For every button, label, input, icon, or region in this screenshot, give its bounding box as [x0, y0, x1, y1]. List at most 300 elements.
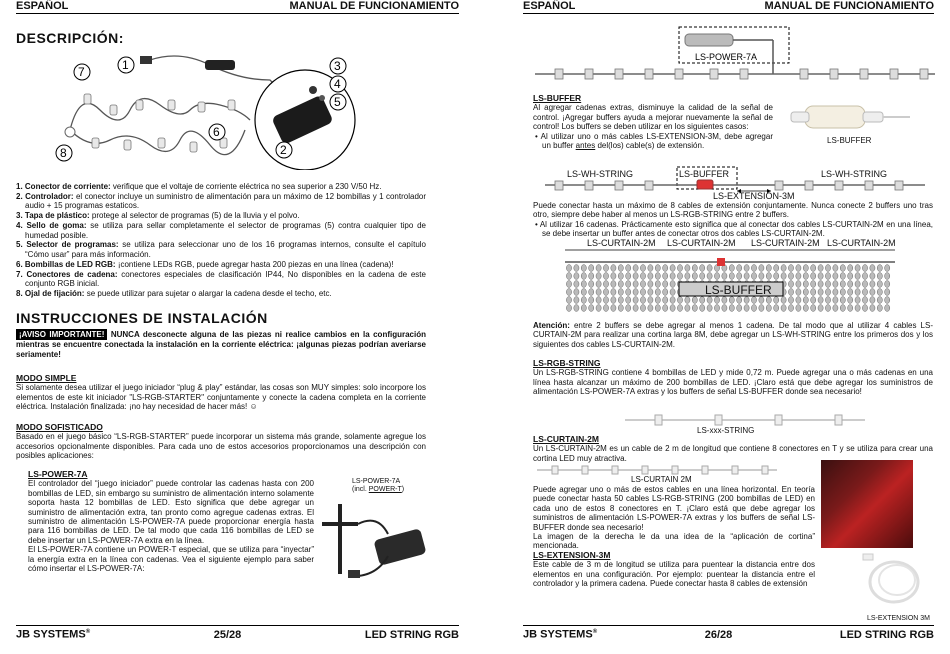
curtain-bulb [603, 273, 608, 280]
buffer-bullet-1: • Al utilizar uno o más cables LS-EXTENSION-3M, debe agregar un buffer antes del(los) cable(s) de extensión. [535, 131, 773, 151]
curtain-bulb [663, 281, 668, 288]
sophisticated-mode-text: Basado en el juego básico “LS-RGB-STARTER” puede incorporar un sistema más grande, solamente agregue los accesorios opcionalmente disponibles. Para cada uno de estos accesorios proporcionamos una descripción con posibles aplicaciones: [16, 432, 426, 461]
curtain-bulb [589, 265, 594, 272]
curtain-bulb [759, 273, 764, 280]
curtain-bulb [574, 297, 579, 304]
curtain-bulb [848, 289, 853, 296]
curtain-label-2: LS-CURTAIN-2M [667, 238, 736, 248]
page-header [16, 0, 459, 14]
header-title: MANUAL DE FUNCIONAMIENTO [289, 0, 459, 12]
curtain-bulb [848, 281, 853, 288]
curtain-bulb [581, 273, 586, 280]
curtain-bulb [855, 281, 860, 288]
curtain-bulb [803, 305, 808, 312]
important-warning [16, 330, 426, 360]
feature-term: Selector de programas: [26, 240, 119, 250]
curtain-title: LS-CURTAIN-2M [533, 434, 599, 444]
curtain-bulb [677, 297, 682, 304]
curtain-bulb [566, 297, 571, 304]
curtain-bulb [833, 281, 838, 288]
curtain-bulb [848, 265, 853, 272]
callout-1: 1 [122, 58, 129, 72]
power-title: LS-POWER-7A [28, 469, 88, 479]
curtain-bulb [825, 297, 830, 304]
page-footer [523, 625, 934, 641]
buffer-row-label-2: LS-BUFFER [679, 169, 730, 179]
curtain-bulb [781, 265, 786, 272]
curtain-bulb [766, 273, 771, 280]
buffer-bullet-1-b: del(los) cable(s) de extensión. [595, 141, 705, 151]
curtain-bulb [811, 273, 816, 280]
curtain-bulb [862, 265, 867, 272]
curtain-bulb [581, 265, 586, 272]
curtain-bulb [663, 289, 668, 296]
curtain-bulb [655, 297, 660, 304]
curtain-bulb [833, 297, 838, 304]
curtain-bulb [655, 265, 660, 272]
curtain-bulb [751, 305, 756, 312]
curtain-bulb [707, 265, 712, 272]
curtain-bulb [833, 265, 838, 272]
simple-mode-text: Si solamente desea utilizar el juego iniciador “plug & play” estándar, las cosas son MUY simples: solo incorpore los elementos de este kit iniciador "LS-RGB-STARTER" conjuntamente y conecte la cadena completa en la corriente eléctrica. Instalación finalizada: ¡no hay necesidad de hacer más! ☺ [16, 383, 426, 412]
curtain-bulb [626, 281, 631, 288]
footer-product: LED STRING RGB [364, 629, 459, 641]
attention-text: entre 2 buffers se debe agregar al menos 1 cadena. De tal modo que al utilizar 4 cables LS-CURTAIN-2M para realizar una cortina larga 8M, debe agregar un LS-WH-STRING entre los primeros dos y los siguientes dos cables LS-CURTAIN-2M. [533, 321, 933, 349]
curtain-buffer-diagram [565, 240, 895, 316]
curtain-bulb [744, 273, 749, 280]
curtain-label-3: LS-CURTAIN-2M [751, 238, 820, 248]
feature-item [16, 270, 426, 289]
description-heading: DESCRIPCIÓN: [16, 30, 124, 46]
curtain-bulb [626, 265, 631, 272]
curtain-bulb [685, 297, 690, 304]
curtain-bulb [855, 289, 860, 296]
curtain-bulb [670, 281, 675, 288]
buffer-bullet-2-text: Al utilizar 16 cadenas. Prácticamente esto significa que al conectar dos cables LS-CURTAIN-2M en una línea, se debe insertar un buffer antes de conectar otros dos cables LS-CURTAIN-2M. [539, 219, 933, 239]
buffer-bullet-1-underline: antes [575, 141, 596, 151]
curtain-section [533, 435, 933, 463]
curtain-bulb [648, 289, 653, 296]
curtain-bulb [862, 297, 867, 304]
curtain-bulb [633, 297, 638, 304]
curtain-bulb [589, 305, 594, 312]
feature-item [16, 260, 426, 269]
curtain-bulb [781, 297, 786, 304]
rgb-string-text: Un LS-RGB-STRING contiene 4 bombillas de LED y mide 0,72 m. Puede agregar una o más cadenas en una línea hasta alcanzar un máximo de 200 bombillas de LED. ¡Claro está que debe agregar los suministros de alimentación LS-POWER-7A extras y los buffers de señal LS-BUFFER donde sea necesario! [533, 368, 933, 397]
curtain-bulb [611, 289, 616, 296]
curtain-bulb [848, 297, 853, 304]
power-text-1: El controlador del “juego iniciador” puede controlar las cadenas hasta con 200 bombillas de LED, sin embargo su suministro de alimentación interno solamente soporta hasta 12 bombillas de LED. Esto significa que debe agregar un suministro de alimentación extra, tan pronto como agregue cadenas extras. El suministro de alimentación LS-POWER-7A puede proporcionar energía hasta para 116 bombillas de LED. De tal modo que cada 116 bombillas de LED se debe insertar un LS-POWER-7A extra en la línea. [28, 479, 314, 545]
curtain-bulb [862, 305, 867, 312]
curtain-bulb [581, 281, 586, 288]
feature-text: ¡contiene LEDs RGB, puede agregar hasta 200 piezas en una línea (cadena)! [115, 259, 394, 269]
feature-text: conectores especiales de clasificación IP44, No disponibles en la cadena de este conjunto RGB inicial. [25, 269, 426, 289]
curtain-bulb [796, 297, 801, 304]
callout-7: 7 [78, 65, 85, 79]
footer-product: LED STRING RGB [839, 629, 934, 641]
curtain-image-label: LS-CURTAIN 2M [631, 475, 692, 484]
curtain-bulb [707, 297, 712, 304]
feature-term: Sello de goma: [26, 221, 87, 231]
curtain-bulb [766, 305, 771, 312]
footer-reg: ® [592, 629, 598, 636]
curtain-bulb [611, 305, 616, 312]
feature-item [16, 240, 426, 259]
power-image-label-2: (incl. [352, 486, 369, 493]
feature-item [16, 182, 426, 191]
curtain-bulb [759, 265, 764, 272]
curtain-bulb [640, 289, 645, 296]
curtain-bulb [566, 265, 571, 272]
curtain-bulb [670, 265, 675, 272]
curtain-text-2 [533, 485, 815, 551]
curtain-bulb [788, 289, 793, 296]
curtain-bulb [811, 297, 816, 304]
curtain-bulb [818, 297, 823, 304]
curtain-bulb [803, 273, 808, 280]
curtain-bulb [796, 265, 801, 272]
curtain-bulb [663, 273, 668, 280]
curtain-bulb [833, 273, 838, 280]
curtain-bulb [589, 289, 594, 296]
curtain-bulb [626, 305, 631, 312]
curtain-bulb [788, 265, 793, 272]
page-footer [16, 625, 459, 641]
curtain-bulb [663, 305, 668, 312]
curtain-bulb [574, 273, 579, 280]
curtain-bulb [877, 281, 882, 288]
footer-reg: ® [85, 629, 91, 636]
curtain-bulb [788, 305, 793, 312]
curtain-bulb [840, 265, 845, 272]
simple-mode-section [16, 374, 426, 412]
curtain-bulb [774, 273, 779, 280]
curtain-bulb [611, 281, 616, 288]
power-supply-image [318, 494, 430, 584]
attention-note [533, 321, 933, 349]
curtain-bulb [818, 281, 823, 288]
warning-text: NUNCA desconecte alguna de las piezas ni realice cambios en la configuración mientras se encuentre conectada la instalación en la corriente eléctrica: ¡algunas piezas podrían averiarse seriamente! [16, 330, 426, 359]
attention-term: Atención: [533, 321, 570, 330]
footer-page-number: 26/28 [704, 629, 733, 641]
power-text-2: El LS-POWER-7A contiene un POWER-T especial, que se utiliza para “inyectar” la energía extra en la línea con cadenas. Vea el siguiente ejemplo para saber cómo insertar el LS-POWER-7A: [28, 545, 314, 574]
feature-number: 3. [16, 211, 23, 221]
feature-text: protege al selector de programas (5) de la lluvia y el polvo. [89, 211, 300, 221]
curtain-bulb [737, 265, 742, 272]
curtain-bulb [825, 265, 830, 272]
curtain-bulb [751, 273, 756, 280]
curtain-bulb [633, 305, 638, 312]
curtain-bulb [692, 273, 697, 280]
feature-number: 7. [16, 269, 23, 279]
power-image-label-3: POWER-T [368, 486, 402, 493]
power-image-label-1: LS-POWER-7A [352, 478, 401, 485]
curtain-bulb [877, 305, 882, 312]
feature-number: 1. [16, 182, 23, 191]
curtain-bulb [640, 281, 645, 288]
curtain-bulb [751, 265, 756, 272]
extension-image-label: LS-EXTENSION 3M [867, 615, 931, 622]
curtain-bulb [685, 305, 690, 312]
header-title: MANUAL DE FUNCIONAMIENTO [764, 0, 934, 12]
curtain-bulb [803, 289, 808, 296]
curtain-bulb [729, 297, 734, 304]
power-injection-diagram [535, 24, 935, 86]
curtain-bulb [885, 265, 890, 272]
curtain-bulb [596, 273, 601, 280]
curtain-bulb [885, 273, 890, 280]
curtain-bulb [870, 289, 875, 296]
callout-4: 4 [334, 77, 341, 91]
curtain-bulb [566, 305, 571, 312]
curtain-bulb [870, 265, 875, 272]
page-header [523, 0, 934, 14]
feature-item [16, 211, 426, 220]
curtain-bulb [840, 305, 845, 312]
curtain-bulb [603, 281, 608, 288]
curtain-bulb [618, 265, 623, 272]
curtain-bulb [566, 273, 571, 280]
installation-heading: INSTRUCCIONES DE INSTALACIÓN [16, 310, 268, 326]
curtain-bulb [818, 305, 823, 312]
feature-text: se puede utilizar para sujetar o alargar la cadena desde el techo, etc. [84, 288, 332, 298]
curtain-bulb [670, 273, 675, 280]
curtain-bulb [751, 297, 756, 304]
curtain-bulb [589, 297, 594, 304]
curtain-bulb [774, 297, 779, 304]
curtain-bulb [759, 297, 764, 304]
curtain-bulb [877, 273, 882, 280]
curtain-bulb [825, 281, 830, 288]
curtain-bulb [796, 281, 801, 288]
header-language: ESPAÑOL [523, 0, 576, 12]
curtain-bulb [640, 273, 645, 280]
curtain-bulb [596, 289, 601, 296]
header-language: ESPAÑOL [16, 0, 69, 12]
curtain-bulb [700, 273, 705, 280]
feature-term: Tapa de plástico: [24, 211, 90, 221]
curtain-bulb [796, 289, 801, 296]
curtain-bulb [840, 273, 845, 280]
rgb-string-section [533, 359, 933, 397]
curtain-bulb [833, 305, 838, 312]
curtain-bulb [618, 273, 623, 280]
buffer-row-label-1: LS-WH-STRING [567, 169, 633, 179]
top-diagram-label: LS-POWER-7A [695, 52, 758, 62]
curtain-bulb [655, 273, 660, 280]
power-image-label-4: ) [401, 486, 405, 493]
curtain-bulb [640, 305, 645, 312]
curtain-bulb [737, 297, 742, 304]
curtain-bulb [818, 265, 823, 272]
curtain-bulb [855, 305, 860, 312]
feature-number: 2. [16, 191, 23, 201]
callout-6: 6 [213, 125, 220, 139]
curtain-bulb [596, 265, 601, 272]
curtain-bulb [848, 273, 853, 280]
buffer-bullet-2: • Al utilizar 16 cadenas. Prácticamente esto significa que al conectar dos cables LS-CURTAIN-2M en una línea, se debe insertar un buffer antes de conectar otros dos cables LS-CURTAIN-2M. [535, 219, 933, 239]
curtain-bulb [603, 297, 608, 304]
curtain-bulb [862, 273, 867, 280]
curtain-bulb [714, 297, 719, 304]
curtain-bulb [655, 305, 660, 312]
footer-brand: JB SYSTEMS [16, 629, 86, 641]
extension-section [533, 551, 815, 589]
curtain-bulb [729, 305, 734, 312]
curtain-buffer-label: LS-BUFFER [705, 283, 772, 297]
curtain-bulb [774, 265, 779, 272]
buffer-image-label: LS-BUFFER [827, 136, 872, 145]
curtain-bulb [744, 297, 749, 304]
buffer-text-2 [533, 201, 933, 239]
sophisticated-mode-title: MODO SOFISTICADO [16, 422, 103, 432]
extension-image [859, 550, 929, 612]
curtain-bulb [737, 305, 742, 312]
curtain-bulb [870, 297, 875, 304]
feature-number: 4. [16, 221, 23, 231]
curtain-bulb [885, 289, 890, 296]
footer-page-number: 25/28 [213, 629, 242, 641]
curtain-bulb [581, 305, 586, 312]
simple-mode-title: MODO SIMPLE [16, 373, 77, 383]
curtain-bulb [603, 265, 608, 272]
curtain-label-4: LS-CURTAIN-2M [827, 238, 896, 248]
curtain-bulb [811, 305, 816, 312]
curtain-bulb [862, 289, 867, 296]
curtain-bulb [788, 297, 793, 304]
curtain-bulb [877, 265, 882, 272]
curtain-bulb [663, 265, 668, 272]
power-image-label [352, 478, 404, 494]
curtain-bulb [870, 281, 875, 288]
curtain-bulb [581, 297, 586, 304]
curtain-bulb [818, 289, 823, 296]
feature-term: Conectores de cadena: [26, 269, 118, 279]
curtain-bulb [818, 273, 823, 280]
feature-text: verifique que el voltaje de corriente eléctrica no sea superior a 230 V/50 Hz. [110, 182, 382, 191]
curtain-bulb [766, 297, 771, 304]
feature-term: Controlador: [25, 191, 74, 201]
curtain-bulb [796, 273, 801, 280]
curtain-bulb [885, 297, 890, 304]
curtain-bulb [729, 273, 734, 280]
curtain-bulb [574, 289, 579, 296]
curtain-bulb [611, 265, 616, 272]
extension-text: Este cable de 3 m de longitud se utiliza para puentear la distancia entre dos elementos en una configuración. Por ejemplo: puentear la distancia entre el controlador y la primera cadena. Puede conectar hasta 8 cables de extensión [533, 560, 815, 589]
curtain-bulb [796, 305, 801, 312]
curtain-bulb [618, 281, 623, 288]
curtain-bulb [611, 297, 616, 304]
curtain-application-photo [821, 460, 913, 548]
curtain-bulb [877, 297, 882, 304]
curtain-bulb [677, 265, 682, 272]
curtain-bulb [722, 273, 727, 280]
curtain-bulb [670, 289, 675, 296]
right-page [475, 0, 950, 654]
curtain-bulb [744, 265, 749, 272]
buffer-text-1: Al agregar cadenas extras, disminuye la calidad de la señal de control. ¡Agregar buffers ayuda a mejorar nuevamente la señal de control! Los buffers se deben utilizar en los siguientes casos: [533, 103, 773, 132]
curtain-text-3: La imagen de la derecha le da una idea de la “aplicación de cortina” mencionada. [533, 532, 815, 551]
curtain-bulb [788, 281, 793, 288]
curtain-bulb [811, 289, 816, 296]
curtain-bulb [877, 289, 882, 296]
curtain-bulb [574, 265, 579, 272]
curtain-text-1: Un LS-CURTAIN-2M es un cable de 2 m de longitud que contiene 8 conectores en T y se utiliza para crear una cortina LED muy atractiva. [533, 444, 933, 463]
curtain-bulb [618, 305, 623, 312]
feature-item [16, 221, 426, 240]
curtain-bulb [855, 273, 860, 280]
curtain-bulb [648, 305, 653, 312]
feature-number: 8. [16, 288, 23, 298]
feature-text: se utiliza para sellar completamente el selector de programas (5) contra cualquier tipo de humedad posible. [25, 221, 426, 240]
feature-term: Bombillas de LED RGB: [24, 259, 116, 269]
rgb-string-image-label: LS-xxx-STRING [697, 426, 755, 435]
curtain-bulb [633, 289, 638, 296]
curtain-bulb [700, 305, 705, 312]
curtain-bulb [855, 297, 860, 304]
curtain-bulb [633, 281, 638, 288]
curtain-bulb [803, 265, 808, 272]
curtain-bulb [729, 265, 734, 272]
curtain-bulb [655, 281, 660, 288]
curtain-bulb [648, 297, 653, 304]
feature-list [16, 182, 426, 299]
buffer-text-2-content: Puede conectar hasta un máximo de 8 cables de extensión conjuntamente. Nunca conecte 2 buffers uno tras otro, siempre debe haber al menos un LS-RGB-STRING entre 2 buffers. [533, 201, 933, 220]
curtain-bulb [574, 281, 579, 288]
curtain-bulb [618, 297, 623, 304]
curtain-bulb [596, 305, 601, 312]
curtain-bulb [633, 273, 638, 280]
curtain-bulb [574, 305, 579, 312]
curtain-bulb [870, 273, 875, 280]
curtain-bulb [788, 273, 793, 280]
curtain-bulb [714, 273, 719, 280]
power-section [28, 470, 314, 573]
curtain-bulb [581, 289, 586, 296]
curtain-bulb [774, 305, 779, 312]
buffer-title: LS-BUFFER [533, 93, 582, 103]
buffer-section [533, 94, 773, 150]
curtain-bulb [603, 305, 608, 312]
curtain-bulb [825, 305, 830, 312]
rgb-string-title: LS-RGB-STRING [533, 358, 601, 368]
curtain-bulb [707, 273, 712, 280]
feature-item [16, 289, 426, 298]
curtain-bulb [700, 265, 705, 272]
curtain-bulb [640, 297, 645, 304]
feature-item [16, 192, 426, 211]
curtain-bulb [840, 297, 845, 304]
feature-number: 5. [16, 240, 23, 250]
callout-3: 3 [334, 59, 341, 73]
curtain-bulb [603, 289, 608, 296]
curtain-bulb [589, 273, 594, 280]
curtain-bulb [692, 297, 697, 304]
curtain-bulb [566, 281, 571, 288]
buffer-ext-label: LS-EXTENSION-3M [713, 191, 795, 201]
curtain-bulb [862, 281, 867, 288]
curtain-text-2-content: Puede agregar uno o más de estos cables en una línea horizontal. En teoría puede conectar hasta 50 cables LS-RGB-STRING (200 bombillas de LED) en cada uno de estos 8 conectores en T. ¡Claro está que debe agregar los suministros de alimentación LS-POWER-7A extras y los buffers de señal LS-BUFFER donde sea necesario! [533, 485, 815, 532]
curtain-bulb [670, 297, 675, 304]
feature-term: Ojal de fijación: [24, 288, 85, 298]
curtain-bulb [722, 305, 727, 312]
curtain-bulb [589, 281, 594, 288]
curtain-bulb [640, 265, 645, 272]
extension-title: LS-EXTENSION-3M [533, 550, 611, 560]
callout-5: 5 [334, 95, 341, 109]
curtain-bulb [692, 305, 697, 312]
buffer-row-label-3: LS-WH-STRING [821, 169, 887, 179]
